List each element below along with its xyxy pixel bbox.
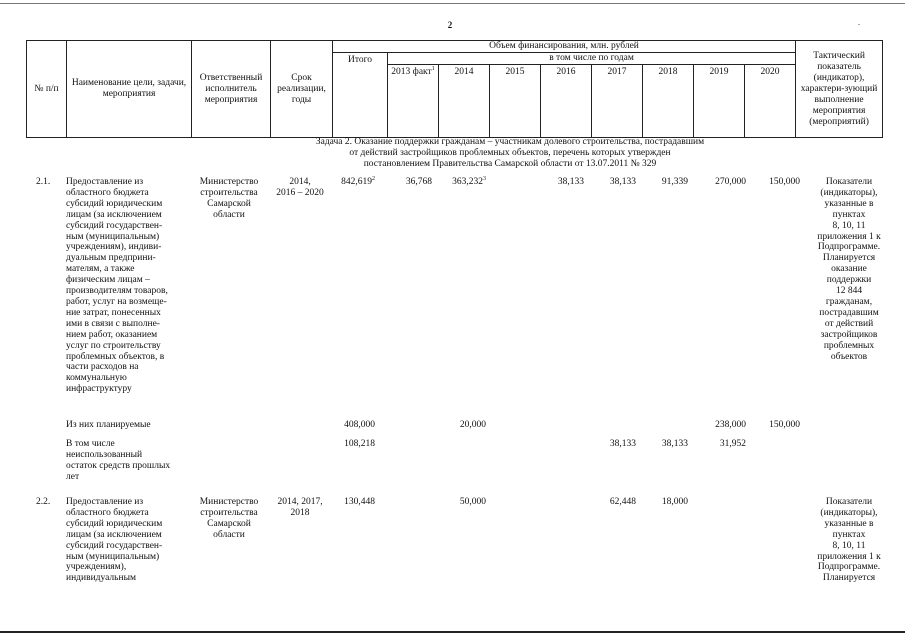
unused-2019: 31,952 (719, 439, 746, 449)
row-2-1-responsible (191, 177, 267, 221)
unused-2018: 38,133 (661, 439, 688, 449)
header-year-2016: 2016 (541, 65, 592, 138)
row-2-2-2018: 18,000 (661, 497, 688, 507)
text-line: ние затрат, понесенных (66, 307, 161, 318)
text-line: указанные в (824, 518, 874, 529)
planned-2014: 20,000 (459, 420, 486, 430)
text-line: поддержки (826, 275, 872, 286)
text-line: лицам (за исключением (66, 529, 162, 540)
text-line: областного бюджета (66, 507, 149, 518)
text-line: физическим лицам – (66, 275, 150, 286)
text-line: проблемных (823, 340, 875, 351)
text-line: лицам (за исключением (66, 209, 162, 220)
row-2-1-2014: 363,232$^3$ (452, 175, 486, 187)
text-line: части расходов на (66, 362, 139, 373)
text-line: работ, услуг на возмеще- (66, 296, 167, 307)
text-line: (индикаторы), (820, 187, 878, 198)
text-line: Показатели (825, 497, 873, 507)
text-line: 8, 10, 11 (832, 220, 866, 231)
text-line: 2014, 2017, (277, 497, 323, 507)
header-year-2019: 2019 (694, 65, 745, 138)
text-line: области (213, 209, 245, 220)
row-2-1-indicator (808, 177, 890, 362)
text-line: мателям, а также (66, 264, 135, 275)
unused-total: 108,218 (344, 439, 375, 449)
text-line: учреждениям), индиви- (66, 242, 162, 253)
planned-2019: 238,000 (715, 420, 746, 430)
header-responsible: Ответственный исполнитель мероприятия (192, 41, 271, 138)
row-2-2-term (270, 497, 330, 519)
text-line: застройщиков (820, 329, 878, 340)
text-line: субсидий государствен- (66, 220, 163, 231)
text-line: Министерство (199, 177, 259, 187)
text-line: коммунальную (66, 373, 127, 384)
text-line: Планируется (822, 573, 876, 584)
text-line: строительства (200, 507, 258, 518)
text-line: субсидий государствен- (66, 540, 163, 551)
text-line: нием работ, оказанием (66, 329, 158, 340)
text-line: области (213, 529, 245, 540)
row-2-2-2017: 62,448 (609, 497, 636, 507)
text-line: субсидий юридическим (66, 518, 163, 529)
text-line: (индикаторы), (820, 507, 878, 518)
row-2-1-term (270, 177, 330, 199)
planned-total: 408,000 (344, 420, 375, 430)
text-line: неиспользованный (66, 449, 143, 460)
text-line: приложения 1 к (817, 551, 881, 562)
text-line: Предоставление из (66, 497, 144, 507)
text-line: ным (муниципальным) (66, 231, 160, 242)
text-line: 12 844 (835, 286, 863, 297)
text-line: Предоставление из (66, 177, 144, 187)
text-line: Самарской (207, 198, 251, 209)
header-year-2017: 2017 (592, 65, 643, 138)
text-line: ими в связи с выполне- (66, 318, 160, 329)
unused-label (66, 439, 188, 483)
text-line: областного бюджета (66, 187, 149, 198)
header-term: Срок реализации, годы (271, 41, 333, 138)
task-heading: Задача 2. Оказание поддержки гражданам – участникам долевого строительства, пострадавшим от действий застройщиков проблемных объектов, перечень которых утвержден постановлением Правительства Самарской области от 13.07.2011 № 329 (315, 137, 705, 169)
text-line: приложения 1 к (817, 231, 881, 242)
row-2-2-name (66, 497, 188, 584)
planned-2020: 150,000 (769, 420, 800, 430)
planned-label: Из них планируемые (66, 420, 151, 430)
text-line: производителям товаров, (66, 286, 168, 297)
text-line: Самарской (207, 518, 251, 529)
header-year-2015: 2015 (490, 65, 541, 138)
text-line: ным (муниципальным) (66, 551, 160, 562)
row-2-1-2019: 270,000 (715, 177, 746, 187)
row-2-1-total: 842,619$^2$ (341, 175, 375, 187)
text-line: субсидий юридическим (66, 198, 163, 209)
text-line: 2018 (290, 507, 310, 518)
text-line: учреждениям), (66, 562, 127, 573)
text-line: 2016 – 2020 (276, 187, 324, 198)
page-number: 2 (447, 20, 453, 30)
text-line: проблемных объектов, в (66, 351, 165, 362)
header-num: № п/п (27, 41, 67, 138)
text-line: Министерство (199, 497, 259, 507)
row-2-2-2014: 50,000 (459, 497, 486, 507)
text-line: инфраструктуру (66, 384, 132, 395)
text-line: указанные в (824, 198, 874, 209)
text-line: В том числе (66, 439, 115, 449)
text-line: Подпрограмме. (817, 562, 881, 573)
row-2-2-number: 2.2. (36, 497, 51, 507)
header-year-2014: 2014 (439, 65, 490, 138)
unused-2017: 38,133 (609, 439, 636, 449)
header-year-2020: 2020 (745, 65, 796, 138)
text-line: остаток средств прошлых (66, 460, 171, 471)
row-2-1-2016: 38,133 (557, 177, 584, 187)
text-line: дуальным предприни- (66, 253, 156, 264)
text-line: лет (66, 471, 80, 482)
text-line: пунктах (832, 529, 866, 540)
bottom-border (0, 631, 905, 633)
text-line: строительства (200, 187, 258, 198)
text-line: индивидуальным (66, 573, 136, 584)
row-2-2-indicator (808, 497, 890, 584)
row-2-1-name (66, 177, 188, 395)
text-line: Подпрограмме. (817, 242, 881, 253)
text-line: от действий (824, 318, 874, 329)
row-2-1-2013: 36,768 (405, 177, 432, 187)
row-2-1-2018: 91,339 (661, 177, 688, 187)
text-line: Планируется (822, 253, 876, 264)
text-line: 8, 10, 11 (832, 540, 866, 551)
header-indicator: Тактический показатель (индикатор), характери-зующий выполнение мероприятия (мероприятий) (796, 41, 883, 138)
row-2-2-total: 130,448 (344, 497, 375, 507)
header-financing: Объем финансирования, млн. рублей (333, 41, 796, 53)
page-mark: . (858, 18, 860, 27)
top-border (0, 3, 905, 4)
header-total: Итого (333, 53, 388, 138)
header-year-2013: 2013 факт$^1$ (388, 65, 439, 138)
row-2-1-number: 2.1. (36, 177, 51, 187)
header-year-2018: 2018 (643, 65, 694, 138)
row-2-1-2020: 150,000 (769, 177, 800, 187)
text-line: гражданам, (825, 296, 873, 307)
text-line: объектов (830, 351, 868, 362)
header-name: Наименование цели, задачи, мероприятия (67, 41, 192, 138)
row-2-1-2017: 38,133 (609, 177, 636, 187)
text-line: Показатели (825, 177, 873, 187)
text-line: оказание (831, 264, 867, 275)
text-line: услуг по строительству (66, 340, 161, 351)
row-2-2-responsible (191, 497, 267, 541)
text-line: 2014, (289, 177, 311, 187)
header-by-years: в том числе по годам (388, 53, 796, 65)
text-line: пунктах (832, 209, 866, 220)
text-line: пострадавшим (819, 307, 879, 318)
header-table (26, 40, 883, 138)
